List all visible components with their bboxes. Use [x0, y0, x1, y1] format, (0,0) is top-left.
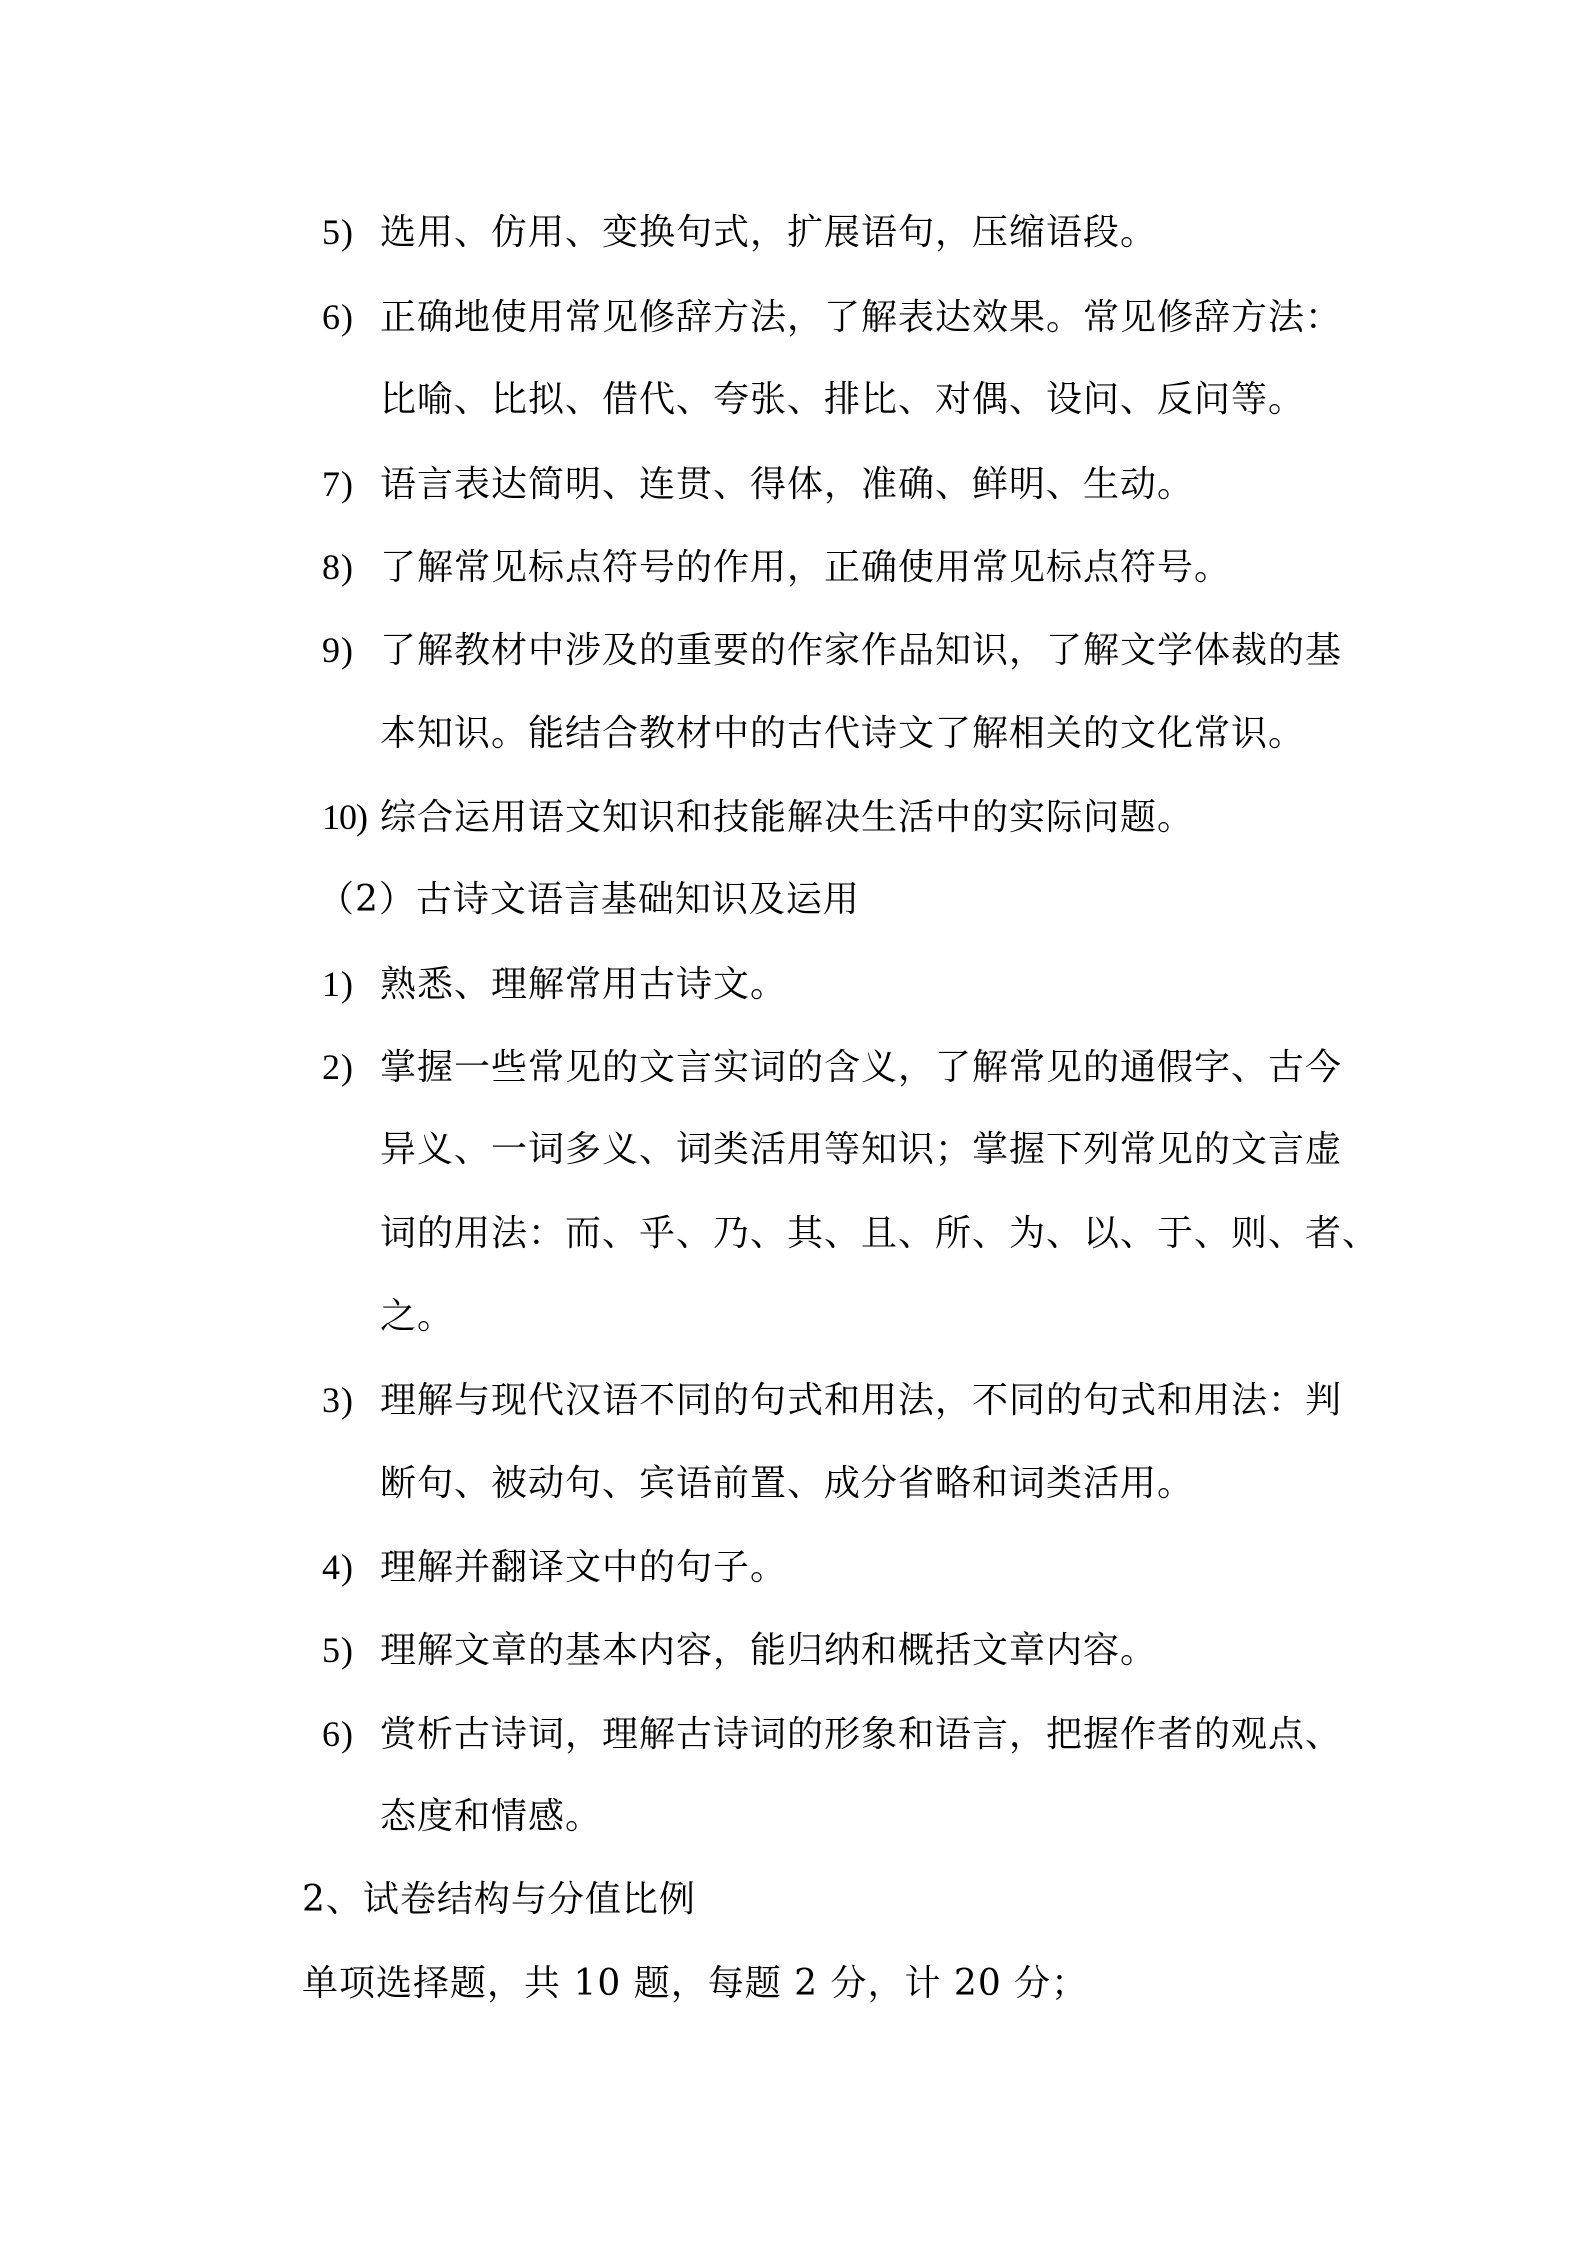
list-item	[322, 460, 1194, 509]
list-item-continuation	[380, 376, 1305, 424]
list-item	[322, 293, 1342, 342]
list-item	[322, 208, 1157, 257]
list-item	[322, 793, 1194, 842]
item-text: 理解与现代汉语不同的句式和用法，不同的句式和用法：判	[380, 1380, 1343, 1421]
list-item	[322, 543, 1231, 592]
item-number: 8)	[322, 547, 354, 587]
list-item	[322, 1626, 1157, 1675]
list-item	[322, 1376, 1342, 1425]
section-heading: （2）古诗文语言基础知识及运用	[318, 879, 860, 920]
list-item	[322, 1543, 787, 1592]
item-text: 选用、仿用、变换句式，扩展语句，压缩语段。	[380, 212, 1158, 253]
item-text: 之。	[380, 1296, 455, 1337]
item-text: 掌握一些常见的文言实词的含义，了解常见的通假字、古今	[380, 1047, 1343, 1088]
item-number: 6)	[322, 1714, 354, 1754]
paragraph: 单项选择题，共 10 题，每题 2 分，计 20 分；	[302, 1963, 1089, 2004]
item-text: 正确地使用常见修辞方法，了解表达效果。常见修辞方法：	[380, 297, 1343, 338]
item-text: 了解常见标点符号的作用，正确使用常见标点符号。	[380, 547, 1232, 588]
list-item-continuation	[380, 1793, 602, 1841]
item-text: 理解文章的基本内容，能归纳和概括文章内容。	[380, 1630, 1158, 1671]
list-item	[322, 960, 787, 1009]
item-text: 综合运用语文知识和技能解决生活中的实际问题。	[380, 797, 1195, 838]
item-text: 比喻、比拟、借代、夸张、排比、对偶、设问、反问等。	[380, 379, 1306, 420]
item-text: 断句、被动句、宾语前置、成分省略和词类活用。	[380, 1463, 1195, 1504]
item-text: 异义、一词多义、词类活用等知识；掌握下列常见的文言虚	[380, 1129, 1343, 1170]
list-item-continuation	[380, 1210, 1379, 1258]
item-text: 本知识。能结合教材中的古代诗文了解相关的文化常识。	[380, 713, 1306, 754]
list-item-continuation	[380, 710, 1305, 758]
item-number: 4)	[322, 1547, 354, 1587]
item-number: 9)	[322, 630, 354, 670]
item-text: 赏析古诗词，理解古诗词的形象和语言，把握作者的观点、	[380, 1714, 1343, 1755]
item-text: 态度和情感。	[380, 1796, 603, 1837]
item-number: 1)	[322, 964, 354, 1004]
list-item	[322, 1710, 1342, 1759]
section-heading: 2、试卷结构与分值比例	[302, 1879, 696, 1920]
list-item	[322, 1043, 1342, 1092]
item-number: 7)	[322, 464, 354, 504]
item-text: 理解并翻译文中的句子。	[380, 1547, 788, 1588]
item-number: 3)	[322, 1380, 354, 1420]
list-item-continuation	[380, 1293, 454, 1341]
item-number: 6)	[322, 297, 354, 337]
item-number: 5)	[322, 1630, 354, 1670]
list-item-continuation	[380, 1126, 1342, 1174]
item-number: 2)	[322, 1047, 354, 1087]
item-number: 10)	[322, 797, 367, 837]
item-number: 5)	[322, 212, 354, 252]
item-text: 语言表达简明、连贯、得体，准确、鲜明、生动。	[380, 464, 1195, 505]
list-item-continuation	[380, 1460, 1194, 1508]
item-text: 熟悉、理解常用古诗文。	[380, 964, 788, 1005]
item-text: 了解教材中涉及的重要的作家作品知识，了解文学体裁的基	[380, 630, 1343, 671]
item-text: 词的用法：而、乎、乃、其、且、所、为、以、于、则、者、	[380, 1213, 1380, 1254]
list-item	[322, 626, 1342, 675]
